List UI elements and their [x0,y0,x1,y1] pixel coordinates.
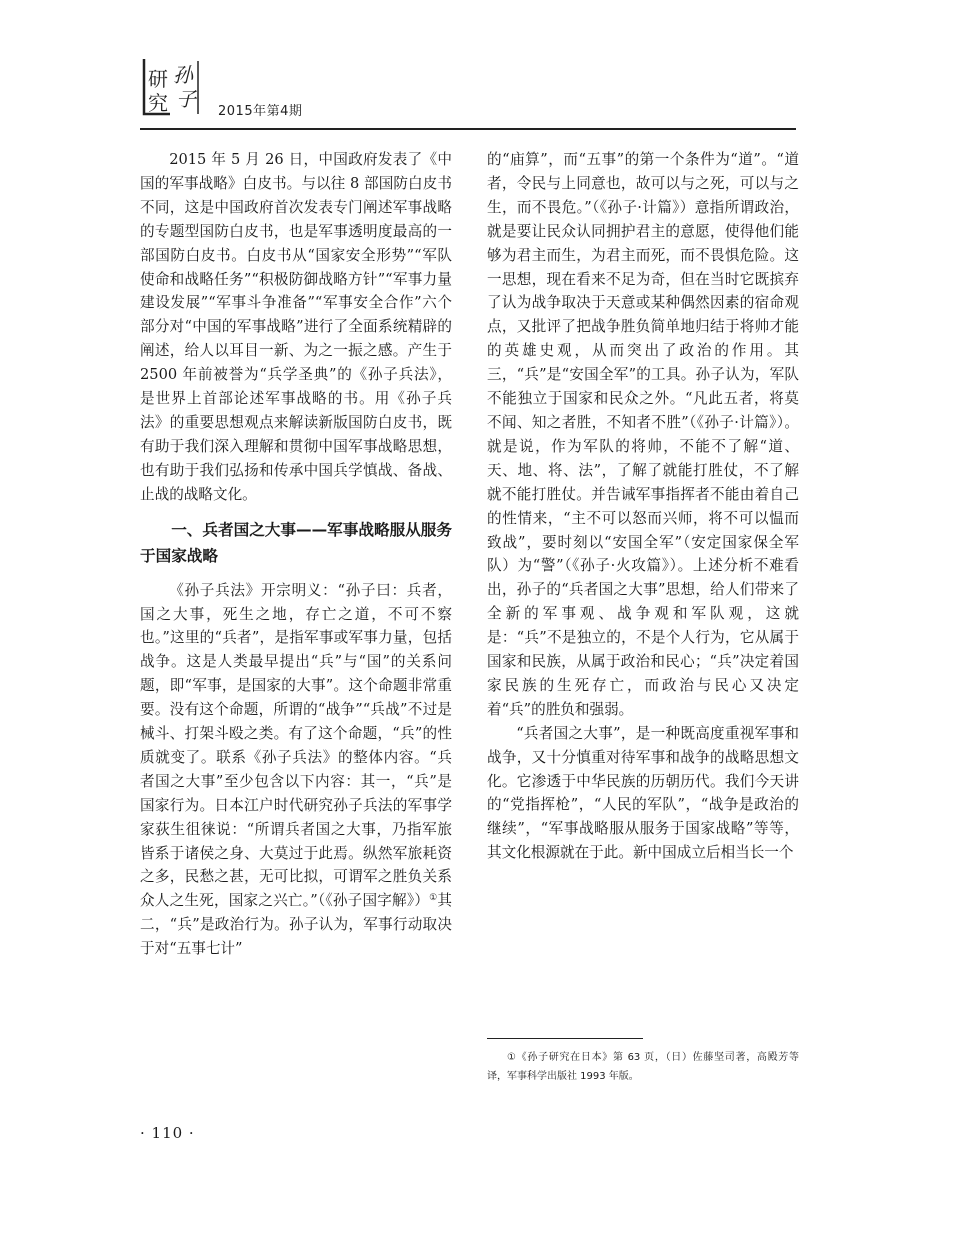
section-paragraph-part2: 其二，“兵”是政治行为。孙子认为，军事行动取决于对“五事七计” [140,892,453,958]
footnote-text: ①《孙子研究在日本》第 63 页，（日）佐藤坚司著，高殿芳等译，军事科学出版社 1993 年版。 [487,1052,799,1082]
page-number: · 110 · [140,1124,195,1142]
logo-char-2: 子 [176,87,196,111]
logo-char-4: 究 [148,91,168,115]
intro-paragraph: 2015 年 5 月 26 日，中国政府发表了《中国的军事战略》白皮书。与以往 8 部国防白皮书不同，这是中国政府首次发表专门阐述军事战略的专题型国防白皮书，也是军事透明度最高的一部国防白皮书。白皮书从“国家安全形势”“军队使命和战略任务”“积极防御战略方针”“军事力量建设发展”“军事斗争准备”“军事安全合作”六个部分对“中国的军事战略”进行了全面系统精辟的阐述，给人以耳目一新、为之一振之感。产生于 2500 年前被誉为“兵学圣典”的《孙子兵法》，是世界上首部论述军事战略的书。用《孙子兵法》的重要思想观点来解读新版国防白皮书，既有助于我们深入理解和贯彻中国军事战略思想，也有助于我们弘扬和传承中国兵学慎战、备战、止战的战略文化。 [140,151,452,503]
footnote [487,1048,799,1086]
header-rule [140,128,796,130]
journal-logo-seal [140,56,202,118]
left-column [140,148,452,961]
logo-char-1: 孙 [173,63,193,87]
page-header [140,52,796,130]
footnote-marker[interactable]: ① [429,893,438,904]
section-paragraph-part1: 《孙子兵法》开宗明义：“孙子曰：兵者，国之大事，死生之地，存亡之道，不可不察也。”这里的“兵者”，是指军事或军事力量，包括战争。这是人类最早提出“兵”与“国”的关系问题，即“军事，是国家的大事”。这个命题非常重要。没有这个命题，所谓的“战争”“兵战”不过是械斗、打架斗殴之类。有了这个命题，“兵”的性质就变了。联系《孙子兵法》的整体内容。“兵者国之大事”至少包含以下内容：其一，“兵”是国家行为。日本江户时代研究孙子兵法的军事学家荻生徂徕说：“所谓兵者国之大事，乃指军旅皆系于诸侯之身、大莫过于此焉。纵然军旅耗资之多，民愁之甚，无可比拟，可谓军之胜负关系众人之生死，国家之兴亡。”（《孙子国字解》） [140,581,452,910]
section-heading: 一、兵者国之大事——军事战略服从服务于国家战略 [140,520,452,565]
closing-paragraph: “兵者国之大事”，是一种既高度重视军事和战争，又十分慎重对待军事和战争的战略思想文化。它渗透于中华民族的历朝历代。我们今天讲的“党指挥枪”，“人民的军队”，“战争是政治的继续”，“军事战略服从服务于国家战略”等等，其文化根源就在于此。新中国成立后相当长一个 [487,724,799,862]
footnote-rule [487,1038,643,1039]
right-column [487,148,799,865]
section-paragraph [140,579,452,962]
continued-paragraph: 的“庙算”，而“五事”的第一个条件为“道”。“道者，令民与上同意也，故可以与之死，可以与之生，而不畏危。”（《孙子·计篇》）意指所谓政治，就是要让民众认同拥护君主的意愿，使得他们能够为君主而生，为君主而死，而不畏惧危险。这一思想，现在看来不足为奇，但在当时它既摈弃了认为战争取决于天意或某种偶然因素的宿命观点，又批评了把战争胜负简单地归结于将帅才能的英雄史观，从而突出了政治的作用。其三，“兵”是“安国全军”的工具。孙子认为，军队不能独立于国家和民众之外。“凡此五者，将莫不闻、知之者胜，不知者不胜”（《孙子·计篇》）。就是说，作为军队的将帅，不能不了解“道、天、地、将、法”，了解了就能打胜仗，不了解就不能打胜仗。并告诫军事指挥者不能由着自己的性情来，“主不可以怒而兴师，将不可以愠而致战”，要时刻以“安国全军”（安定国家保全军队）为“警”（《孙子·火攻篇》）。上述分析不难看出，孙子的“兵者国之大事”思想，给人们带来了全新的军事观、战争观和军队观，这就是：“兵”不是独立的，不是个人行为，它从属于国家和民族，从属于政治和民心；“兵”决定着国家民族的生死存亡，而政治与民心又决定着“兵”的胜负和强弱。 [487,151,799,718]
issue-label: 2015年第4期 [218,104,303,119]
journal-logo [140,56,202,118]
logo-char-3: 研 [148,67,168,91]
